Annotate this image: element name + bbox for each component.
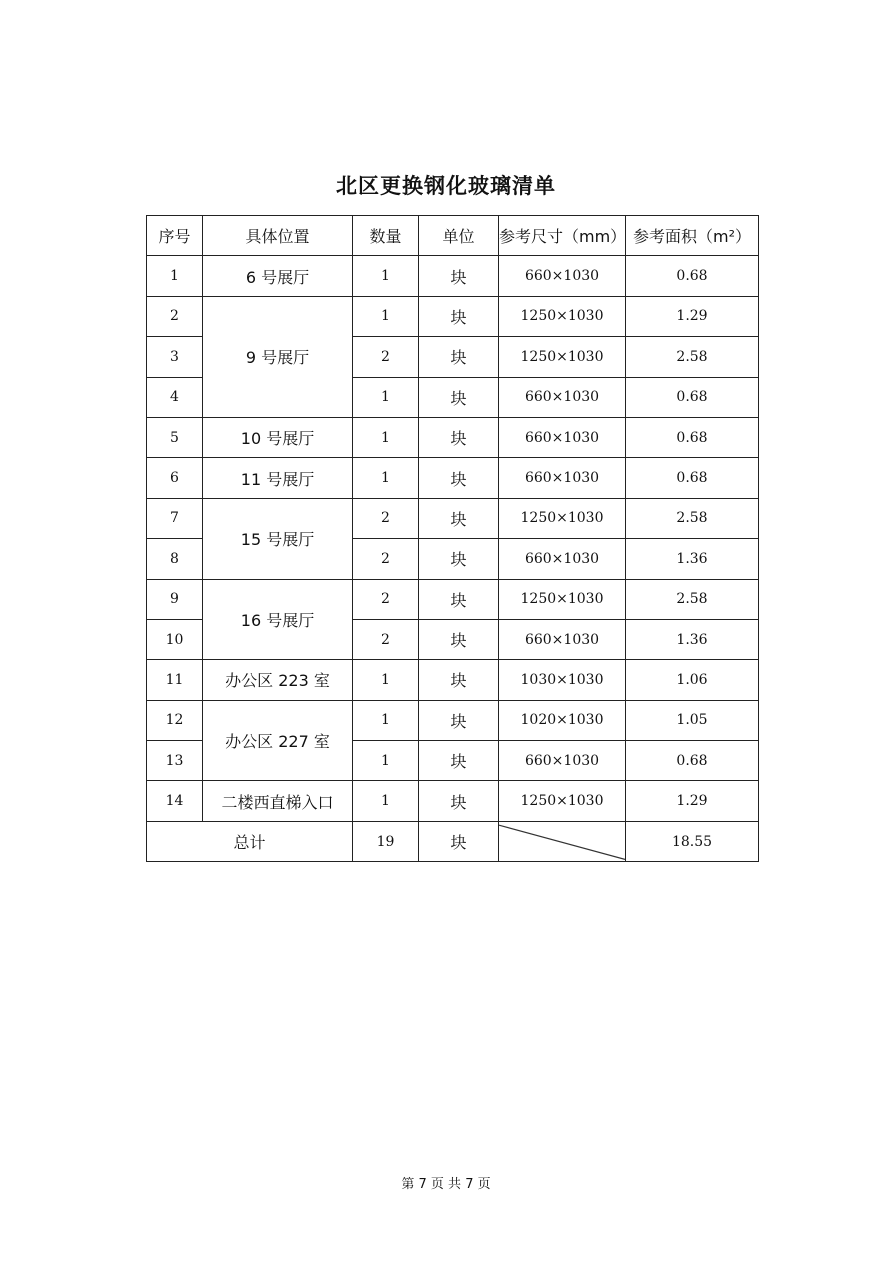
cell-unit: 块: [419, 660, 499, 700]
total-unit: 块: [419, 821, 499, 861]
cell-seq: 8: [147, 539, 203, 579]
cell-qty: 2: [353, 498, 419, 538]
total-qty: 19: [353, 821, 419, 861]
cell-seq: 14: [147, 781, 203, 821]
cell-seq: 11: [147, 660, 203, 700]
cell-area: 1.29: [626, 296, 759, 336]
table-row: [147, 498, 759, 538]
header-location: 具体位置: [203, 216, 353, 256]
table-row: [147, 256, 759, 296]
cell-unit: 块: [419, 700, 499, 740]
cell-location: 二楼西直梯入口: [203, 781, 353, 821]
cell-unit: 块: [419, 781, 499, 821]
cell-size: 1250×1030: [499, 781, 626, 821]
cell-area: 0.68: [626, 458, 759, 498]
table-row: [147, 660, 759, 700]
cell-unit: 块: [419, 296, 499, 336]
header-size: 参考尺寸（mm）: [499, 216, 626, 256]
cell-size: 660×1030: [499, 741, 626, 781]
glass-replacement-table: [146, 215, 759, 862]
header-qty: 数量: [353, 216, 419, 256]
cell-seq: 4: [147, 377, 203, 417]
cell-location: 办公区 223 室: [203, 660, 353, 700]
cell-qty: 2: [353, 337, 419, 377]
cell-size: 660×1030: [499, 619, 626, 659]
cell-area: 1.06: [626, 660, 759, 700]
cell-unit: 块: [419, 539, 499, 579]
cell-size: 660×1030: [499, 417, 626, 457]
cell-area: 1.36: [626, 619, 759, 659]
cell-qty: 1: [353, 417, 419, 457]
cell-area: 0.68: [626, 741, 759, 781]
cell-size: 660×1030: [499, 458, 626, 498]
cell-unit: 块: [419, 458, 499, 498]
cell-seq: 13: [147, 741, 203, 781]
cell-seq: 7: [147, 498, 203, 538]
cell-qty: 2: [353, 539, 419, 579]
cell-unit: 块: [419, 417, 499, 457]
cell-unit: 块: [419, 741, 499, 781]
cell-size: 660×1030: [499, 539, 626, 579]
cell-size: 1250×1030: [499, 296, 626, 336]
cell-unit: 块: [419, 256, 499, 296]
cell-seq: 1: [147, 256, 203, 296]
cell-location: 16 号展厅: [203, 579, 353, 660]
cell-size: 1250×1030: [499, 498, 626, 538]
cell-location: 办公区 227 室: [203, 700, 353, 781]
cell-location: 11 号展厅: [203, 458, 353, 498]
cell-seq: 10: [147, 619, 203, 659]
table-row: [147, 417, 759, 457]
cell-qty: 1: [353, 700, 419, 740]
diagonal-line: [499, 822, 625, 861]
document-title: 北区更换钢化玻璃清单: [336, 174, 556, 198]
table-row: [147, 296, 759, 336]
cell-area: 1.29: [626, 781, 759, 821]
header-unit: 单位: [419, 216, 499, 256]
cell-size: 1250×1030: [499, 337, 626, 377]
cell-size: 660×1030: [499, 377, 626, 417]
cell-qty: 2: [353, 579, 419, 619]
cell-qty: 2: [353, 619, 419, 659]
cell-area: 2.58: [626, 337, 759, 377]
cell-seq: 3: [147, 337, 203, 377]
blank-diagonal-cell: [499, 821, 626, 861]
cell-area: 0.68: [626, 256, 759, 296]
cell-qty: 1: [353, 256, 419, 296]
cell-size: 1020×1030: [499, 700, 626, 740]
cell-seq: 9: [147, 579, 203, 619]
cell-location: 10 号展厅: [203, 417, 353, 457]
cell-area: 2.58: [626, 498, 759, 538]
total-row: [147, 821, 759, 861]
cell-qty: 1: [353, 741, 419, 781]
cell-location: 6 号展厅: [203, 256, 353, 296]
table-header-row: [147, 216, 759, 256]
header-area: 参考面积（m²）: [626, 216, 759, 256]
cell-unit: 块: [419, 579, 499, 619]
cell-qty: 1: [353, 296, 419, 336]
table-row: [147, 458, 759, 498]
cell-seq: 5: [147, 417, 203, 457]
cell-size: 1030×1030: [499, 660, 626, 700]
cell-unit: 块: [419, 377, 499, 417]
cell-seq: 12: [147, 700, 203, 740]
cell-size: 1250×1030: [499, 579, 626, 619]
table-row: [147, 781, 759, 821]
cell-seq: 6: [147, 458, 203, 498]
cell-qty: 1: [353, 660, 419, 700]
cell-area: 0.68: [626, 377, 759, 417]
cell-area: 1.36: [626, 539, 759, 579]
header-seq: 序号: [147, 216, 203, 256]
total-area: 18.55: [626, 821, 759, 861]
cell-unit: 块: [419, 619, 499, 659]
cell-unit: 块: [419, 498, 499, 538]
cell-qty: 1: [353, 458, 419, 498]
table-row: [147, 700, 759, 740]
cell-location: 9 号展厅: [203, 296, 353, 417]
total-label: 总计: [147, 821, 353, 861]
cell-size: 660×1030: [499, 256, 626, 296]
table-row: [147, 579, 759, 619]
cell-unit: 块: [419, 337, 499, 377]
cell-qty: 1: [353, 781, 419, 821]
cell-area: 1.05: [626, 700, 759, 740]
cell-location: 15 号展厅: [203, 498, 353, 579]
cell-qty: 1: [353, 377, 419, 417]
cell-seq: 2: [147, 296, 203, 336]
page-footer: 第 7 页 共 7 页: [401, 1177, 491, 1192]
cell-area: 0.68: [626, 417, 759, 457]
cell-area: 2.58: [626, 579, 759, 619]
